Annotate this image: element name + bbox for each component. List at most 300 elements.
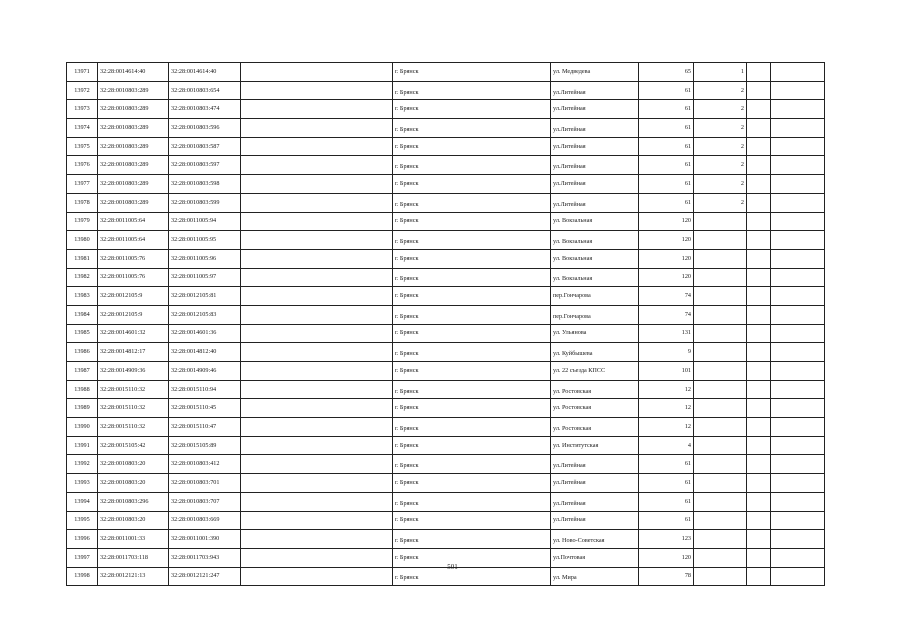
street-cell [551,362,639,381]
city-cell-text: г. Брянск [395,441,419,449]
row-number [67,343,98,362]
street-cell [551,63,639,82]
house-number-cell [639,474,694,493]
city-cell [393,530,551,549]
row-number [67,324,98,343]
house-number-cell [639,455,694,474]
city-cell-text: г. Брянск [395,462,419,470]
object-cadastral-number [169,474,241,493]
row-number-text: 13980 [74,236,90,244]
empty-cell [747,399,771,418]
row-number [67,119,98,138]
street-cell-text: ул.Литейная [553,179,586,187]
object-cadastral-number [169,137,241,156]
house-number-cell [639,418,694,437]
row-number [67,156,98,175]
street-cell-text: ул.Литейная [553,200,586,208]
cadastral-number-text: 32:28:0011005:76 [100,273,146,281]
house-number-cell-text: 120 [681,217,691,225]
page-number: 501 [447,563,458,571]
cadastral-number [98,343,169,362]
flat-number-cell-text: 2 [740,161,744,169]
empty-cell [747,474,771,493]
house-number-cell-text: 61 [684,105,691,113]
object-cadastral-number-text: 32:28:0011703:943 [171,553,220,561]
empty-cell [771,530,825,549]
city-cell [393,287,551,306]
house-number-cell [639,249,694,268]
house-number-cell-text: 131 [681,329,691,337]
street-cell [551,175,639,194]
empty-cell [241,156,393,175]
house-number-cell [639,63,694,82]
flat-number-cell [694,212,747,231]
city-cell-text: г. Брянск [395,478,419,486]
flat-number-cell-text: 2 [740,142,744,150]
street-cell-text: ул.Литейная [553,478,586,486]
street-cell-text: ул.Литейная [553,105,586,113]
cadastral-number [98,268,169,287]
house-number-cell [639,492,694,511]
row-number-text: 13973 [74,105,90,113]
street-cell-text: ул. Ростовская [553,404,592,412]
street-cell [551,492,639,511]
row-number [67,530,98,549]
empty-cell [241,362,393,381]
table-row [67,193,825,212]
flat-number-cell [694,530,747,549]
empty-cell [241,530,393,549]
cadastral-number [98,380,169,399]
house-number-cell-text: 61 [684,123,691,131]
street-cell-text: ул. Мира [553,574,577,582]
empty-cell [241,193,393,212]
flat-number-cell [694,492,747,511]
house-number-cell [639,212,694,231]
cadastral-number-text: 32:28:0012121:13 [100,572,146,580]
cadastral-number-text: 32:28:0010803:289 [100,198,149,206]
cadastral-number [98,63,169,82]
street-cell-text: пер.Гончарова [553,292,591,300]
row-number-text: 13986 [74,348,90,356]
object-cadastral-number [169,455,241,474]
cadastral-number [98,511,169,530]
house-number-cell-text: 61 [684,497,691,505]
cadastral-number-text: 32:28:0014909:36 [100,366,146,374]
object-cadastral-number-text: 32:28:0010803:669 [171,516,220,524]
street-cell-text: ул. Вокзальная [553,254,593,262]
empty-cell [747,324,771,343]
house-number-cell-text: 12 [684,385,691,393]
street-cell-text: ул.Литейная [553,499,586,507]
object-cadastral-number-text: 32:28:0010803:597 [171,161,220,169]
city-cell-text: г. Брянск [395,574,419,582]
city-cell-text: г. Брянск [395,200,419,208]
object-cadastral-number-text: 32:28:0011005:96 [171,254,217,262]
empty-cell [771,418,825,437]
row-number [67,399,98,418]
flat-number-cell [694,418,747,437]
empty-cell [747,231,771,250]
flat-number-cell-text: 2 [740,86,744,94]
cadastral-number [98,455,169,474]
house-number-cell-text: 74 [684,292,691,300]
empty-cell [771,305,825,324]
flat-number-cell-text: 1 [740,67,744,75]
empty-cell [771,511,825,530]
object-cadastral-number [169,511,241,530]
street-cell [551,380,639,399]
table-row [67,231,825,250]
row-number-text: 13981 [74,254,90,262]
house-number-cell-text: 61 [684,86,691,94]
street-cell [551,249,639,268]
empty-cell [747,100,771,119]
city-cell [393,268,551,287]
house-number-cell-text: 120 [681,236,691,244]
street-cell-text: ул.Литейная [553,516,586,524]
table-row [67,492,825,511]
cadastral-number [98,193,169,212]
empty-cell [771,436,825,455]
object-cadastral-number [169,100,241,119]
table-row [67,268,825,287]
street-cell-text: ул.Литейная [553,163,586,171]
row-number-text: 13990 [74,422,90,430]
row-number [67,100,98,119]
empty-cell [747,511,771,530]
cadastral-number [98,474,169,493]
flat-number-cell [694,399,747,418]
city-cell [393,436,551,455]
city-cell-text: г. Брянск [395,88,419,96]
street-cell [551,418,639,437]
house-number-cell-text: 61 [684,179,691,187]
row-number-text: 13992 [74,460,90,468]
city-cell [393,175,551,194]
city-cell [393,156,551,175]
street-cell-text: ул. Вокзальная [553,275,593,283]
street-cell-text: ул.Литейная [553,125,586,133]
city-cell [393,455,551,474]
object-cadastral-number [169,305,241,324]
empty-cell [241,175,393,194]
city-cell-text: г. Брянск [395,537,419,545]
cadastral-number-text: 32:28:0014812:17 [100,348,146,356]
empty-cell [241,81,393,100]
house-number-cell [639,119,694,138]
house-number-cell-text: 123 [681,535,691,543]
flat-number-cell-text: 2 [740,123,744,131]
city-cell [393,343,551,362]
empty-cell [241,492,393,511]
cadastral-number-text: 32:28:0015110:32 [100,422,146,430]
street-cell-text: ул.Литейная [553,88,586,96]
cadastral-number-text: 32:28:0010803:289 [100,86,149,94]
table-row [67,100,825,119]
object-cadastral-number-text: 32:28:0014601:36 [171,329,217,337]
street-cell-text: пер.Гончарова [553,312,591,320]
house-number-cell-text: 12 [684,422,691,430]
street-cell-text: ул.Литейная [553,142,586,150]
row-number [67,268,98,287]
house-number-cell [639,343,694,362]
object-cadastral-number [169,119,241,138]
street-cell-text: ул. 22 съезда КПСС [553,366,606,374]
table-row [67,137,825,156]
empty-cell [747,119,771,138]
empty-cell [747,362,771,381]
object-cadastral-number-text: 32:28:0010803:654 [171,86,220,94]
house-number-cell [639,100,694,119]
house-number-cell [639,530,694,549]
empty-cell [771,474,825,493]
empty-cell [771,156,825,175]
row-number [67,305,98,324]
table-row [67,63,825,82]
cadastral-number [98,287,169,306]
empty-cell [771,455,825,474]
city-cell-text: г. Брянск [395,404,419,412]
house-number-cell-text: 65 [684,67,691,75]
empty-cell [241,212,393,231]
flat-number-cell [694,193,747,212]
object-cadastral-number-text: 32:28:0014614:40 [171,67,217,75]
cadastral-number [98,137,169,156]
house-number-cell [639,231,694,250]
row-number-text: 13987 [74,366,90,374]
city-cell-text: г. Брянск [395,499,419,507]
cadastral-number [98,212,169,231]
street-cell-text: ул. Ростовская [553,387,592,395]
table-row [67,436,825,455]
city-cell-text: г. Брянск [395,163,419,171]
object-cadastral-number [169,81,241,100]
street-cell [551,399,639,418]
street-cell [551,287,639,306]
city-cell-text: г. Брянск [395,350,419,358]
object-cadastral-number [169,231,241,250]
cadastral-number-text: 32:28:0010803:289 [100,105,149,113]
empty-cell [771,81,825,100]
house-number-cell-text: 120 [681,553,691,561]
street-cell [551,436,639,455]
cadastral-number-text: 32:28:0010803:289 [100,123,149,131]
flat-number-cell [694,362,747,381]
empty-cell [241,268,393,287]
cadastral-number [98,119,169,138]
street-cell [551,100,639,119]
row-number [67,380,98,399]
table-row [67,380,825,399]
empty-cell [747,175,771,194]
city-cell [393,63,551,82]
object-cadastral-number [169,399,241,418]
table-row [67,305,825,324]
street-cell-text: ул. Ульянова [553,329,587,337]
row-number [67,418,98,437]
object-cadastral-number [169,175,241,194]
city-cell [393,474,551,493]
table-row [67,175,825,194]
empty-cell [241,436,393,455]
object-cadastral-number-text: 32:28:0012121:247 [171,572,220,580]
flat-number-cell [694,343,747,362]
object-cadastral-number [169,324,241,343]
cadastral-number-text: 32:28:0010803:20 [100,516,146,524]
cadastral-number-text: 32:28:0010803:289 [100,142,149,150]
empty-cell [771,231,825,250]
cadastral-number [98,100,169,119]
flat-number-cell-text: 2 [740,198,744,206]
city-cell-text: г. Брянск [395,516,419,524]
empty-cell [747,343,771,362]
object-cadastral-number [169,418,241,437]
table-row [67,156,825,175]
cadastral-number [98,231,169,250]
cadastral-number [98,362,169,381]
house-number-cell [639,81,694,100]
city-cell-text: г. Брянск [395,254,419,262]
empty-cell [771,268,825,287]
street-cell [551,474,639,493]
city-cell [393,249,551,268]
flat-number-cell [694,137,747,156]
street-cell [551,305,639,324]
row-number [67,287,98,306]
flat-number-cell [694,249,747,268]
row-number-text: 13976 [74,161,90,169]
object-cadastral-number-text: 32:28:0015110:47 [171,422,217,430]
table-row [67,81,825,100]
table-row [67,119,825,138]
table-row [67,399,825,418]
city-cell [393,418,551,437]
flat-number-cell [694,305,747,324]
street-cell-text: ул. Институтская [553,441,599,449]
row-number [67,63,98,82]
city-cell [393,324,551,343]
street-cell-text: ул. Куйбышева [553,350,593,358]
flat-number-cell [694,436,747,455]
object-cadastral-number-text: 32:28:0014812:40 [171,348,217,356]
city-cell [393,399,551,418]
cadastral-number-text: 32:28:0010803:289 [100,179,149,187]
cadastral-number-text: 32:28:0012105:9 [100,292,143,300]
empty-cell [747,455,771,474]
city-cell-text: г. Брянск [395,275,419,283]
object-cadastral-number-text: 32:28:0012105:81 [171,292,217,300]
object-cadastral-number-text: 32:28:0010803:474 [171,105,220,113]
object-cadastral-number-text: 32:28:0010803:701 [171,478,220,486]
table-row [67,530,825,549]
empty-cell [747,81,771,100]
street-cell-text: ул. Вокзальная [553,238,593,246]
flat-number-cell [694,287,747,306]
empty-cell [771,492,825,511]
row-number-text: 13989 [74,404,90,412]
row-number [67,249,98,268]
house-number-cell-text: 120 [681,273,691,281]
cadastral-number [98,399,169,418]
empty-cell [241,455,393,474]
row-number-text: 13982 [74,273,90,281]
city-cell [393,119,551,138]
table-row [67,249,825,268]
cadastral-number-text: 32:28:0014601:32 [100,329,146,337]
cadastral-number-text: 32:28:0010803:20 [100,460,146,468]
table-row [67,362,825,381]
flat-number-cell [694,511,747,530]
row-number-text: 13974 [74,123,90,131]
flat-number-cell [694,156,747,175]
city-cell-text: г. Брянск [395,142,419,150]
cadastral-number [98,305,169,324]
object-cadastral-number-text: 32:28:0014909:46 [171,366,217,374]
table-row [67,287,825,306]
city-cell-text: г. Брянск [395,238,419,246]
row-number-text: 13994 [74,497,90,505]
flat-number-cell [694,81,747,100]
row-number-text: 13978 [74,198,90,206]
empty-cell [747,380,771,399]
flat-number-cell [694,231,747,250]
empty-cell [241,287,393,306]
house-number-cell-text: 78 [684,572,691,580]
city-cell [393,492,551,511]
empty-cell [241,63,393,82]
house-number-cell [639,380,694,399]
cadastral-number-text: 32:28:0015110:32 [100,404,146,412]
row-number [67,175,98,194]
cadastral-number [98,249,169,268]
empty-cell [241,380,393,399]
object-cadastral-number-text: 32:28:0015110:94 [171,385,217,393]
city-cell [393,81,551,100]
row-number [67,231,98,250]
cadastral-number-text: 32:28:0015105:42 [100,441,146,449]
city-cell [393,212,551,231]
row-number-text: 13998 [74,572,90,580]
city-cell-text: г. Брянск [395,329,419,337]
empty-cell [241,343,393,362]
street-cell [551,268,639,287]
flat-number-cell-text: 2 [740,179,744,187]
row-number-text: 13988 [74,385,90,393]
flat-number-cell [694,268,747,287]
cadastral-number-text: 32:28:0012105:9 [100,310,143,318]
house-number-cell [639,362,694,381]
house-number-cell [639,156,694,175]
empty-cell [241,324,393,343]
object-cadastral-number-text: 32:28:0010803:412 [171,460,220,468]
city-cell [393,231,551,250]
cadastral-number [98,530,169,549]
city-cell [393,193,551,212]
object-cadastral-number-text: 32:28:0015105:89 [171,441,217,449]
object-cadastral-number-text: 32:28:0010803:598 [171,179,220,187]
city-cell [393,380,551,399]
cadastral-number [98,418,169,437]
cadastral-number-text: 32:28:0010803:20 [100,478,146,486]
cadastral-number-text: 32:28:0011001:33 [100,535,146,543]
registry-table [66,62,825,586]
object-cadastral-number [169,287,241,306]
house-number-cell-text: 101 [681,366,691,374]
table-row [67,343,825,362]
row-number-text: 13984 [74,310,90,318]
house-number-cell [639,511,694,530]
